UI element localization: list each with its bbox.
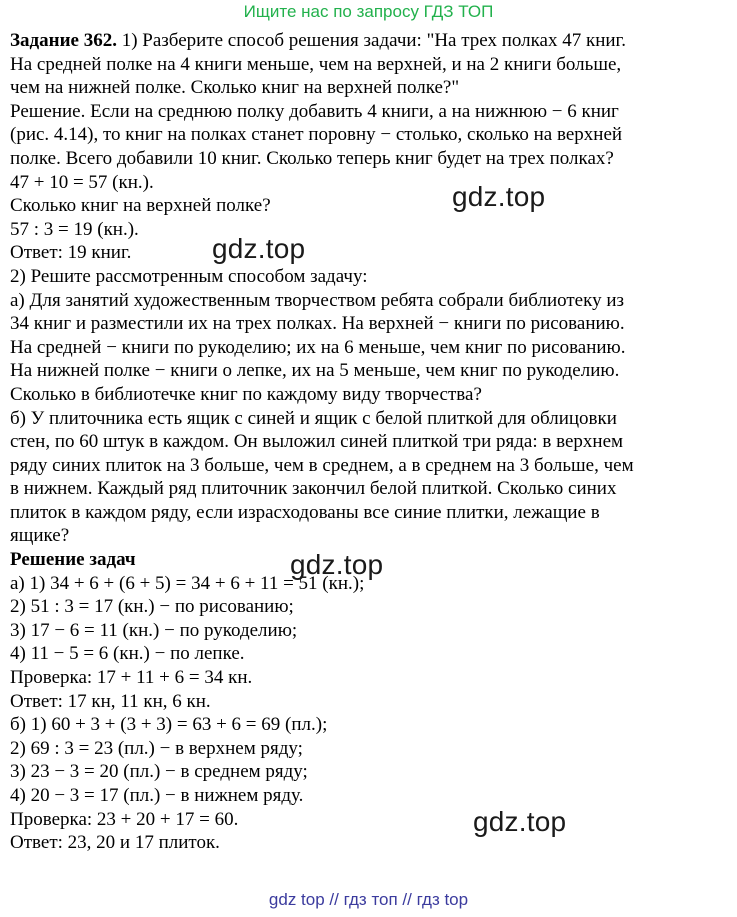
- watermark: gdz.top: [452, 181, 546, 212]
- problem-line-22: ящике?: [10, 525, 70, 547]
- solution-line-6: Ответ: 17 кн, 11 кн, 6 кн.: [10, 690, 211, 712]
- problem-line-2: На средней полке на 4 книги меньше, чем на верхней, и на 2 книги больше,: [10, 53, 622, 75]
- solution-line-11: Проверка: 23 + 20 + 17 = 60.: [10, 808, 239, 830]
- watermark: gdz.top: [212, 233, 306, 264]
- problem-line-9: 57 : 3 = 19 (кн.).: [10, 218, 139, 240]
- problem-line-4: Решение. Если на среднюю полку добавить 4 книги, а на нижнюю − 6 книг: [10, 100, 619, 122]
- search-banner: Ищите нас по запросу ГДЗ ТОП: [243, 2, 494, 21]
- problem-line-13: 34 книг и разместили их на трех полках. На верхней − книги по рисованию.: [10, 313, 625, 335]
- solution-line-3: 3) 17 − 6 = 11 (кн.) − по рукоделию;: [10, 619, 298, 641]
- problem-line-7: 47 + 10 = 57 (кн.).: [10, 171, 154, 193]
- watermark: gdz.top: [290, 549, 384, 580]
- problem-line-3: чем на нижней полке. Сколько книг на верхней полке?": [10, 77, 460, 99]
- solution-line-2: 2) 51 : 3 = 17 (кн.) − по рисованию;: [10, 596, 294, 618]
- problem-line-14: На средней − книги по рукоделию; их на 6 меньше, чем книг по рисованию.: [10, 336, 626, 358]
- problem-line-15: На нижней полке − книги о лепке, их на 5 меньше, чем книг по рукоделию.: [10, 360, 620, 382]
- document-body: [10, 29, 730, 855]
- solution-line-10: 4) 20 − 3 = 17 (пл.) − в нижнем ряду.: [10, 785, 304, 806]
- solution-line-4: 4) 11 − 5 = 6 (кн.) − по лепке.: [10, 643, 245, 665]
- problem-line-21: плиток в каждом ряду, если израсходованы все синие плитки, лежащие в: [10, 501, 600, 523]
- problem-line-5: (рис. 4.14), то книг на полках станет поровну − столько, сколько на верхней: [10, 124, 623, 146]
- problem-line-10: Ответ: 19 книг.: [10, 242, 132, 264]
- problem-line-11: 2) Решите рассмотренным способом задачу:: [10, 265, 368, 287]
- problem-line-1-text: 1) Разберите способ решения задачи: "На трех полках 47 книг.: [116, 30, 626, 51]
- problem-line-17: б) У плиточника есть ящик с синей и ящик с белой плиткой для облицовки: [10, 407, 617, 429]
- solution-line-8: 2) 69 : 3 = 23 (пл.) − в верхнем ряду;: [10, 737, 303, 759]
- problem-line-20: в нижнем. Каждый ряд плиточник закончил белой плиткой. Сколько синих: [10, 478, 617, 500]
- problem-line-16: Сколько в библиотечке книг по каждому виду творчества?: [10, 383, 482, 405]
- solution-line-7: б) 1) 60 + 3 + (3 + 3) = 63 + 6 = 69 (пл.);: [10, 714, 328, 736]
- problem-line-12: а) Для занятий художественным творчеством ребята собрали библиотеку из: [10, 289, 624, 311]
- task-title: Задание 362.: [10, 30, 117, 51]
- problem-line-1: [10, 29, 730, 53]
- problem-line-19: ряду синих плиток на 3 больше, чем в среднем, а в среднем на 3 больше, чем: [10, 454, 634, 476]
- solution-line-5: Проверка: 17 + 11 + 6 = 34 кн.: [10, 667, 253, 689]
- footer-links: gdz top // гдз топ // гдз top: [268, 890, 469, 909]
- solution-line-1: а) 1) 34 + 6 + (6 + 5) = 34 + 6 + 11 = 51 (кн.);: [10, 572, 365, 594]
- watermark: gdz.top: [473, 806, 567, 837]
- problem-line-18: стен, по 60 штук в каждом. Он выложил синей плиткой три ряда: в верхнем: [10, 431, 624, 453]
- solution-line-12: Ответ: 23, 20 и 17 плиток.: [10, 832, 220, 854]
- solution-line-9: 3) 23 − 3 = 20 (пл.) − в среднем ряду;: [10, 761, 308, 783]
- solution-heading: Решение задач: [10, 549, 136, 571]
- problem-line-8: Сколько книг на верхней полке?: [10, 195, 271, 217]
- problem-line-6: полке. Всего добавили 10 книг. Сколько теперь книг будет на трех полках?: [10, 147, 614, 169]
